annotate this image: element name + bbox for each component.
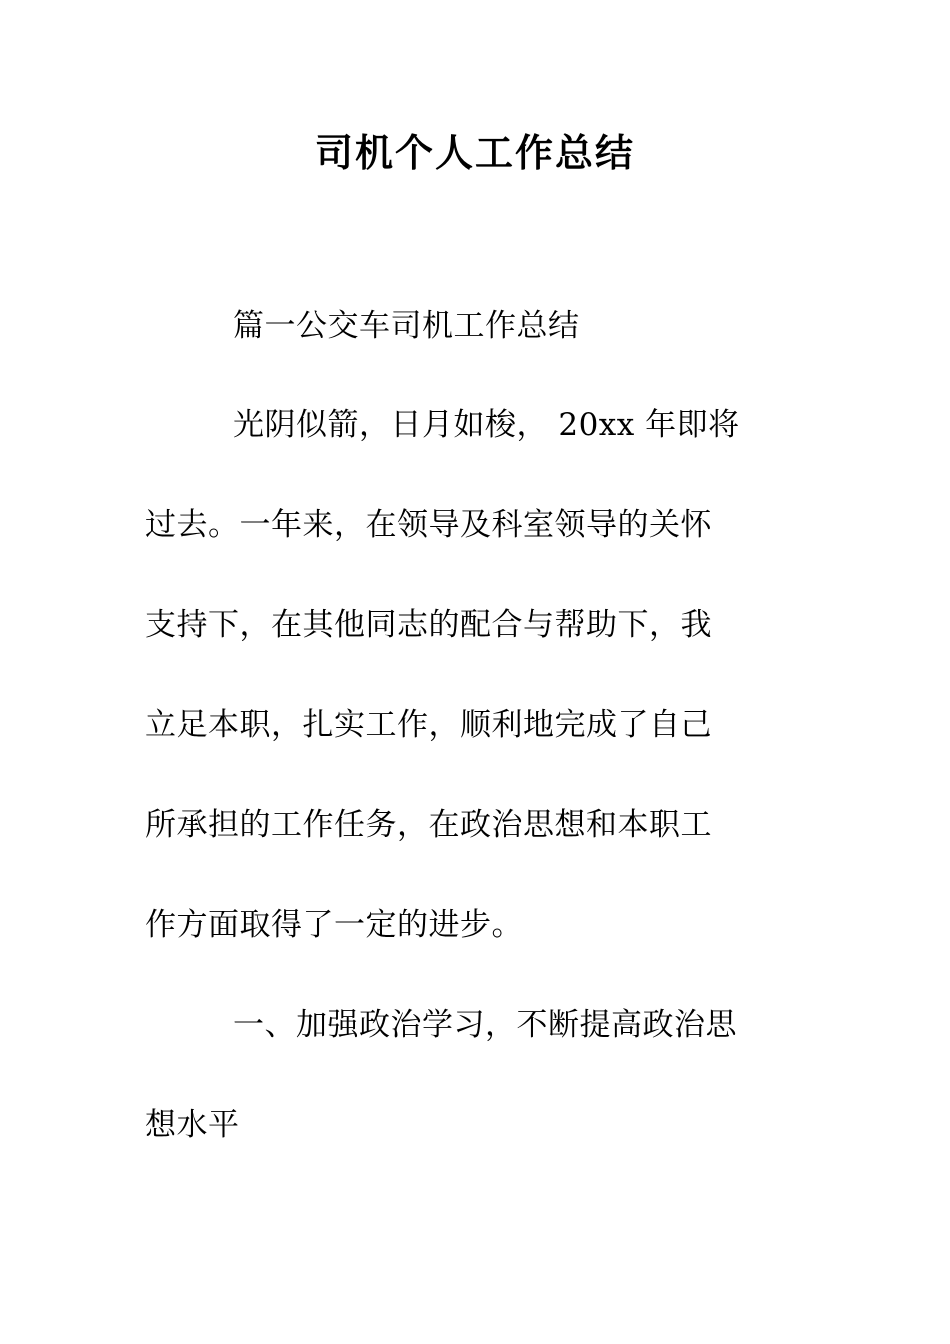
subsection-heading-continued: 想水平 <box>145 1107 240 1143</box>
document-title: 司机个人工作总结 <box>314 130 635 175</box>
paragraph-line: 光阴似箭，日月如梭， 20xx 年即将 <box>233 407 740 443</box>
section-heading: 篇一公交车司机工作总结 <box>233 308 580 344</box>
paragraph-line: 过去。一年来，在领导及科室领导的关怀 <box>145 507 712 543</box>
subsection-heading: 一、加强政治学习，不断提高政治思 <box>233 1007 737 1043</box>
paragraph-line: 立足本职，扎实工作，顺利地完成了自己 <box>145 707 712 743</box>
paragraph-line: 支持下，在其他同志的配合与帮助下，我 <box>145 607 712 643</box>
paragraph-line: 所承担的工作任务，在政治思想和本职工 <box>145 807 712 843</box>
paragraph-line: 作方面取得了一定的进步。 <box>145 907 523 943</box>
